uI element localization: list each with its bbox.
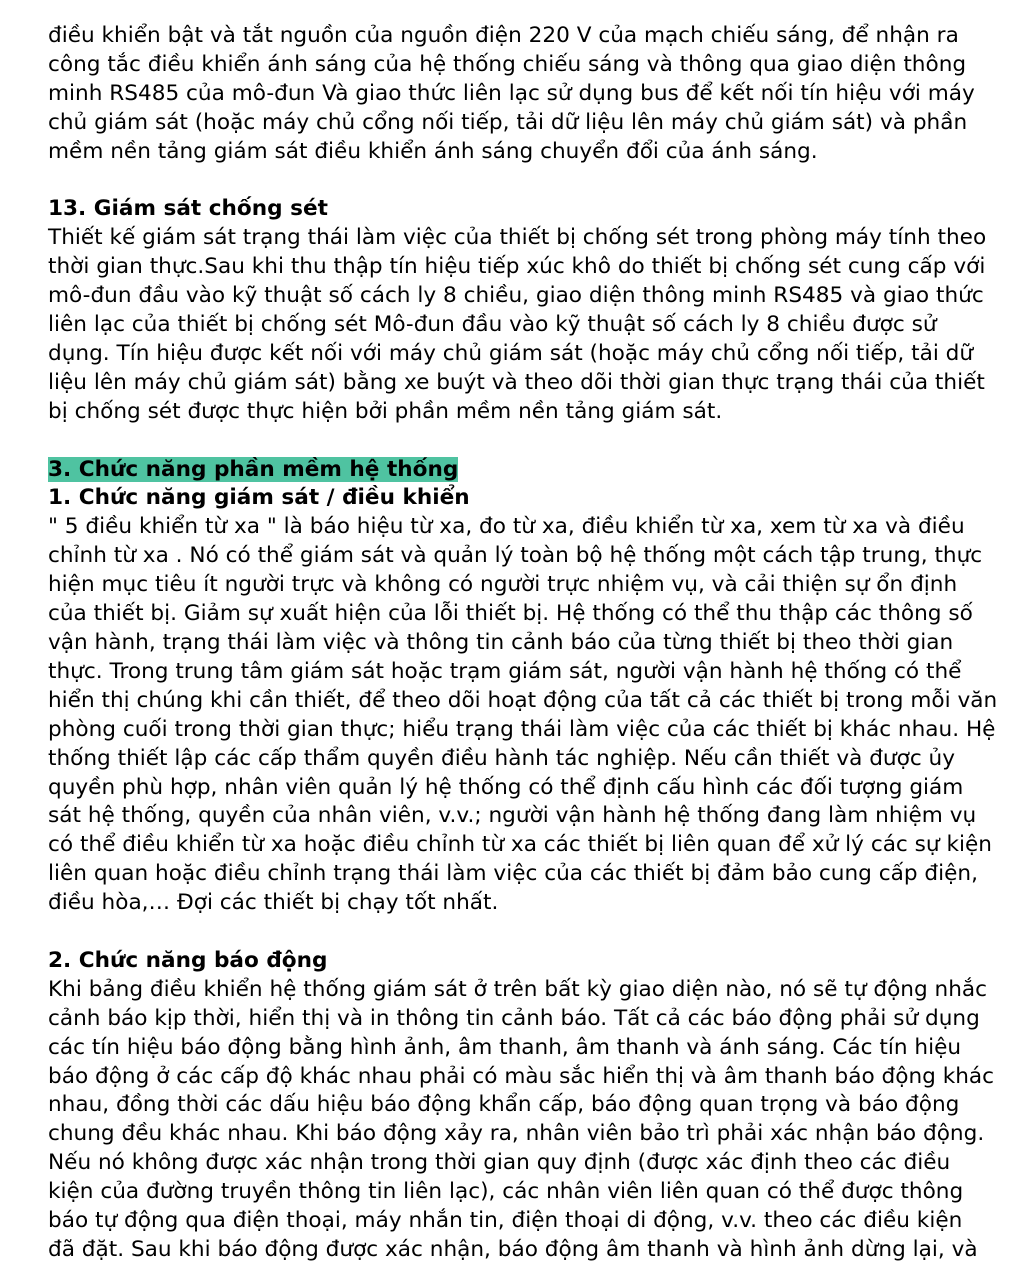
text-line: công tắc điều khiển ánh sáng của hệ thống chiếu sáng và thông qua giao diện thông [48,51,967,77]
text-line: đã đặt. Sau khi báo động được xác nhận, báo động âm thanh và hình ảnh dừng lại, và [48,1237,978,1263]
section-2-paragraph [48,976,995,1265]
chapter-3-heading [48,456,986,485]
text-line: thực. Trong trung tâm giám sát hoặc trạm giám sát, người vận hành hệ thống có thể [48,658,962,684]
highlighted-heading-text: 3. Chức năng phần mềm hệ thống [48,456,459,482]
section-1-paragraph [48,513,998,918]
text-line: sát hệ thống, quyền của nhân viên, v.v.; người vận hành hệ thống đang làm nhiệm vụ [48,803,977,829]
text-line: quyền phù hợp, nhân viên quản lý hệ thống có thể định cấu hình các đối tượng giám [48,774,964,800]
text-line: thời gian thực.Sau khi thu thập tín hiệu tiếp xúc khô do thiết bị chống sét cung cấp với [48,254,986,280]
text-line: mềm nền tảng giám sát điều khiển ánh sáng chuyển đổi của ánh sáng. [48,138,818,164]
text-line: mô-đun đầu vào kỹ thuật số cách ly 8 chiều, giao diện thông minh RS485 và giao thức [48,283,984,309]
text-line: liệu lên máy chủ giám sát) bằng xe buýt và theo dõi thời gian thực trạng thái của thiết [48,369,985,395]
paragraph-gap [48,167,986,196]
text-line: điều hòa,… Đợi các thiết bị chạy tốt nhất. [48,890,499,916]
text-line: chỉnh từ xa . Nó có thể giám sát và quản lý toàn bộ hệ thống một cách tập trung, thực [48,543,983,569]
text-line: của thiết bị. Giảm sự xuất hiện của lỗi thiết bị. Hệ thống có thể thu thập các thông số [48,601,973,627]
text-line: liên lạc của thiết bị chống sét Mô-đun đầu vào kỹ thuật số cách ly 8 chiều được sử [48,312,937,338]
text-line: thống thiết lập các cấp thẩm quyền điều hành tác nghiệp. Nếu cần thiết và được ủy [48,745,956,771]
text-line: Khi bảng điều khiển hệ thống giám sát ở trên bất kỳ giao diện nào, nó sẽ tự động nhắc [48,976,988,1002]
text-line: nhau, đồng thời các dấu hiệu báo động khẩn cấp, báo động quan trọng và báo động [48,1092,960,1118]
text-line: liên quan hoặc điều chỉnh trạng thái làm việc của các thiết bị đảm bảo cung cấp điện, [48,861,978,887]
text-line: cảnh báo kịp thời, hiển thị và in thông tin cảnh báo. Tất cả các báo động phải sử dụng [48,1005,980,1031]
text-line: phòng cuối trong thời gian thực; hiểu trạng thái làm việc của các thiết bị khác nhau. Hệ [48,716,996,742]
text-line: báo tự động qua điện thoại, máy nhắn tin, điện thoại di động, v.v. theo các điều kiện [48,1208,963,1234]
text-line: dụng. Tín hiệu được kết nối với máy chủ giám sát (hoặc máy chủ cổng nối tiếp, tải dữ [48,340,974,366]
section-2-heading: 2. Chức năng báo động [48,947,328,973]
text-line: các tín hiệu báo động bằng hình ảnh, âm thanh, âm thanh và ánh sáng. Các tín hiệu [48,1034,962,1060]
text-line: " 5 điều khiển từ xa " là báo hiệu từ xa, đo từ xa, điều khiển từ xa, xem từ xa và điều [48,514,965,540]
text-line: chung đều khác nhau. Khi báo động xảy ra, nhân viên bảo trì phải xác nhận báo động. [48,1121,985,1147]
text-line: báo động ở các cấp độ khác nhau phải có màu sắc hiển thị và âm thanh báo động khác [48,1063,995,1089]
section-1-heading: 1. Chức năng giám sát / điều khiển [48,485,470,511]
text-line: có thể điều khiển từ xa hoặc điều chỉnh từ xa các thiết bị liên quan để xử lý các sự kiện [48,832,992,858]
text-line: chủ giám sát (hoặc máy chủ cổng nối tiếp, tải dữ liệu lên máy chủ giám sát) và phần [48,109,968,135]
text-line: Nếu nó không được xác nhận trong thời gian quy định (được xác định theo các điều [48,1150,951,1176]
text-line: Thiết kế giám sát trạng thái làm việc của thiết bị chống sét trong phòng máy tính theo [48,225,987,251]
text-line: điều khiển bật và tắt nguồn của nguồn điện 220 V của mạch chiếu sáng, để nhận ra [48,23,959,48]
intro-paragraph [48,22,986,167]
section-13-paragraph [48,224,986,426]
text-line: kiện của đường truyền thông tin liên lạc), các nhân viên liên quan có thể được thông [48,1179,964,1205]
text-line: vận hành, trạng thái làm việc và thông tin cảnh báo của từng thiết bị theo thời gian [48,630,954,655]
text-line: hiện mục tiêu ít người trực và không có người trực nhiệm vụ, và cải thiện sự ổn định [48,572,958,598]
text-line: bị chống sét được thực hiện bởi phần mềm nền tảng giám sát. [48,398,723,424]
text-line: hiển thị chúng khi cần thiết, để theo dõi hoạt động của tất cả các thiết bị trong mỗi văn [48,687,998,713]
section-13-heading: 13. Giám sát chống sét [48,196,328,222]
paragraph-gap [48,918,986,947]
paragraph-gap [48,427,986,456]
text-line: minh RS485 của mô-đun Và giao thức liên lạc sử dụng bus để kết nối tín hiệu với máy [48,80,975,106]
